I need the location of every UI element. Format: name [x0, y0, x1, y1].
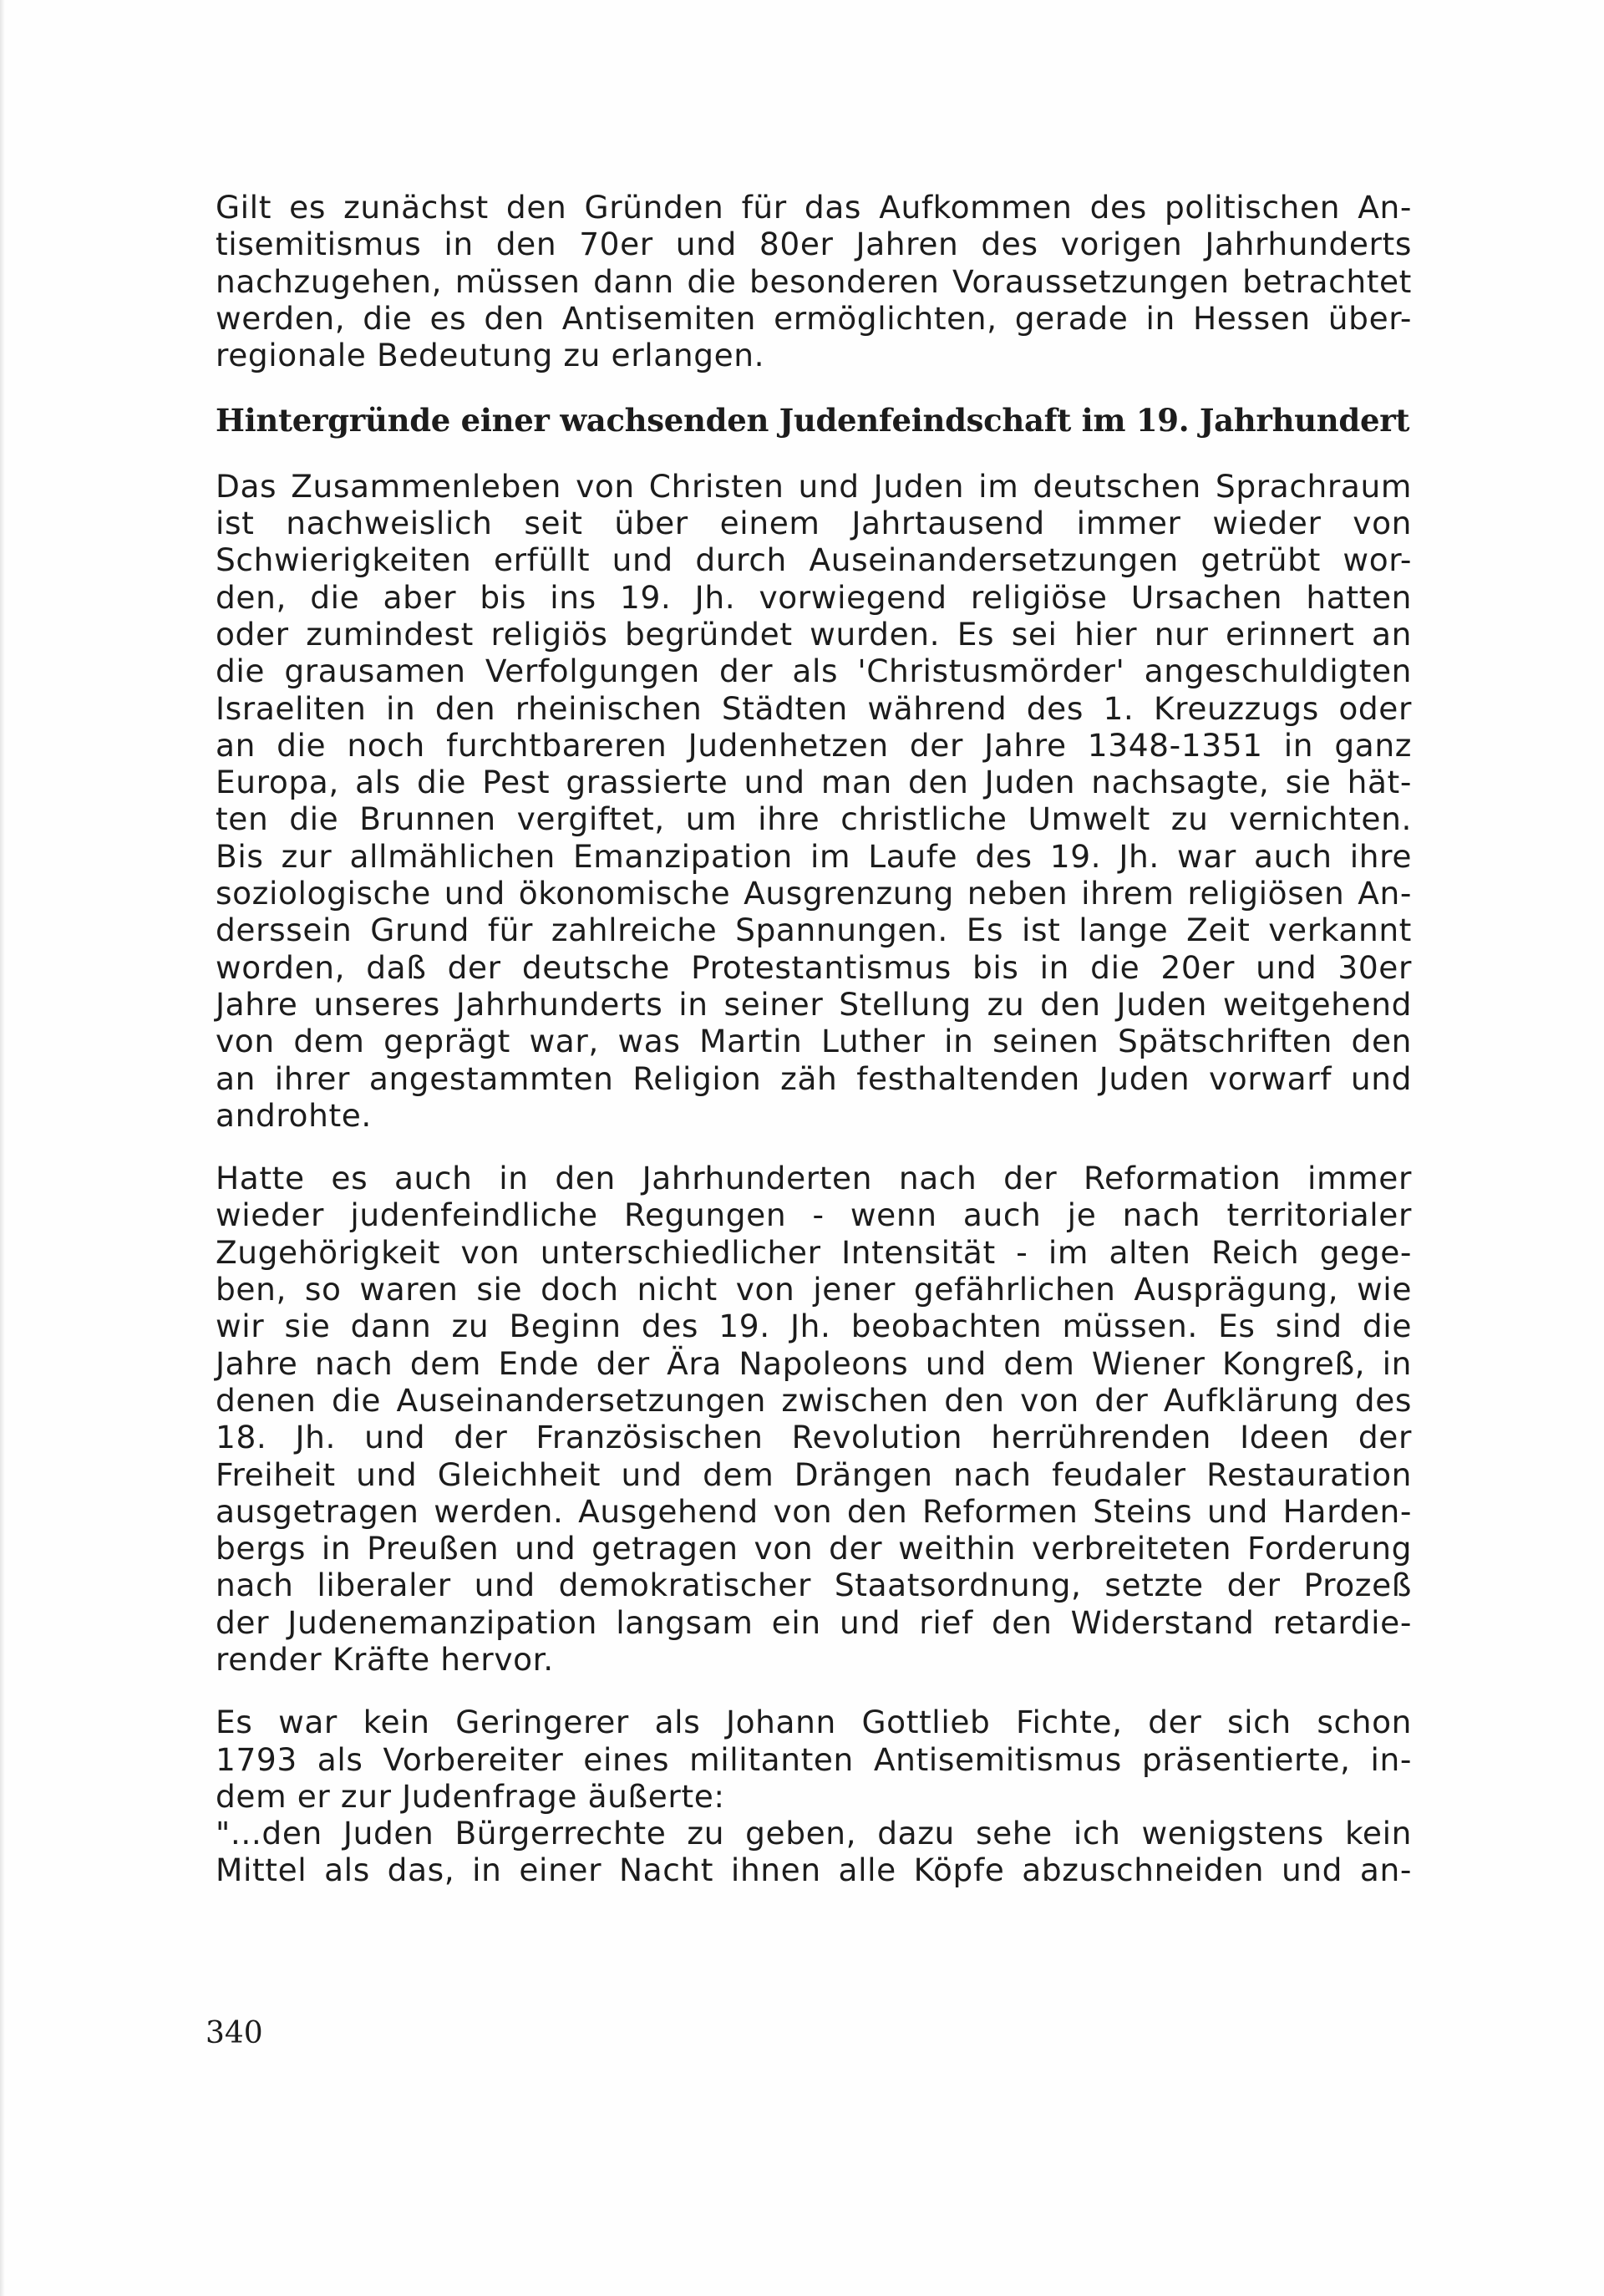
text-line: die grausamen Verfolgungen der als 'Christusmörder' angeschuldigten [216, 653, 1412, 690]
text-line: render Kräfte hervor. [216, 1640, 554, 1678]
text-line: Freiheit und Gleichheit und dem Drängen nach feudaler Restauration [216, 1455, 1412, 1493]
text-line: worden, daß der deutsche Protestantismus bis in die 20er und 30er [216, 948, 1412, 986]
intro-paragraph [216, 189, 1412, 373]
text-line: ben, so waren sie doch nicht von jener gefährlichen Ausprägung, wie [216, 1271, 1412, 1308]
text-line: Mittel als das, in einer Nacht ihnen alle Köpfe abzuschneiden und an- [216, 1852, 1412, 1889]
body-text [216, 189, 1412, 1889]
text-line: den, die aber bis ins 19. Jh. vorwiegend religiöse Ursachen hatten [216, 578, 1412, 616]
text-line: ist nachweislich seit über einem Jahrtausend immer wieder von [216, 505, 1412, 542]
text-line: "...den Juden Bürgerrechte zu geben, dazu sehe ich wenigstens kein [216, 1815, 1412, 1852]
text-line: Hatte es auch in den Jahrhunderten nach der Reformation immer [216, 1160, 1412, 1197]
text-line: Jahre nach dem Ende der Ära Napoleons und dem Wiener Kongreß, in [216, 1344, 1412, 1382]
text-line: 18. Jh. und der Französischen Revolution herrührenden Ideen der [216, 1419, 1412, 1456]
text-line: tisemitismus in den 70er und 80er Jahren des vorigen Jahrhunderts [216, 226, 1412, 263]
text-line: bergs in Preußen und getragen von der weithin verbreiteten Forderung [216, 1530, 1412, 1567]
text-line: nachzugehen, müssen dann die besonderen Voraussetzungen betrachtet [216, 262, 1412, 300]
text-line: regionale Bedeutung zu erlangen. [216, 337, 765, 374]
text-line: androhte. [216, 1096, 372, 1134]
paragraph-1 [216, 468, 1412, 1134]
scan-edge-shadow [0, 0, 5, 2296]
text-line: Israeliten in den rheinischen Städten während des 1. Kreuzzugs oder [216, 689, 1412, 727]
text-line: Es war kein Geringerer als Johann Gottlieb Fichte, der sich schon [216, 1704, 1412, 1741]
text-line: Das Zusammenleben von Christen und Juden im deutschen Sprachraum [216, 467, 1412, 505]
text-line: der Judenemanzipation langsam ein und rief den Widerstand retardie- [216, 1603, 1412, 1641]
text-line: nach liberaler und demokratischer Staatsordnung, setzte der Prozeß [216, 1567, 1412, 1604]
text-line: wieder judenfeindliche Regungen - wenn auch je nach territorialer [216, 1196, 1412, 1234]
text-line: an die noch furchtbareren Judenhetzen der Jahre 1348-1351 in ganz [216, 726, 1412, 764]
text-line: Gilt es zunächst den Gründen für das Aufkommen des politischen An- [216, 189, 1412, 226]
text-line: ausgetragen werden. Ausgehend von den Reformen Steins und Harden- [216, 1492, 1412, 1530]
page-number: 340 [206, 2016, 263, 2050]
text-line: oder zumindest religiös begründet wurden. Es sei hier nur erinnert an [216, 615, 1412, 653]
text-line: von dem geprägt war, was Martin Luther in seinen Spätschriften den [216, 1023, 1412, 1060]
section-heading: Hintergründe einer wachsenden Judenfeindschaft im 19. Jahrhundert [216, 402, 1410, 439]
text-line: soziologische und ökonomische Ausgrenzung neben ihrem religiösen An- [216, 875, 1412, 912]
text-line: Schwierigkeiten erfüllt und durch Auseinandersetzungen getrübt wor- [216, 541, 1412, 579]
text-line: ten die Brunnen vergiftet, um ihre christliche Umwelt zu vernichten. [216, 800, 1412, 838]
text-line: werden, die es den Antisemiten ermöglichten, gerade in Hessen über- [216, 299, 1412, 337]
text-line: Jahre unseres Jahrhunderts in seiner Stellung zu den Juden weitgehend [216, 985, 1412, 1023]
text-line: dem er zur Judenfrage äußerte: [216, 1777, 725, 1815]
paragraph-2 [216, 1160, 1412, 1678]
paragraph-3 [216, 1704, 1412, 1888]
text-line: wir sie dann zu Beginn des 19. Jh. beobachten müssen. Es sind die [216, 1308, 1412, 1345]
text-line: Europa, als die Pest grassierte und man den Juden nachsagte, sie hät- [216, 764, 1412, 801]
text-line: an ihrer angestammten Religion zäh festhaltenden Juden vorwarf und [216, 1059, 1412, 1097]
text-line: Bis zur allmählichen Emanzipation im Laufe des 19. Jh. war auch ihre [216, 837, 1412, 875]
text-line: Zugehörigkeit von unterschiedlicher Intensität - im alten Reich gege- [216, 1233, 1412, 1271]
text-line: denen die Auseinandersetzungen zwischen den von der Aufklärung des [216, 1381, 1412, 1419]
text-line: derssein Grund für zahlreiche Spannungen. Es ist lange Zeit verkannt [216, 912, 1412, 949]
text-line: 1793 als Vorbereiter eines militanten Antisemitismus präsentierte, in- [216, 1740, 1412, 1778]
